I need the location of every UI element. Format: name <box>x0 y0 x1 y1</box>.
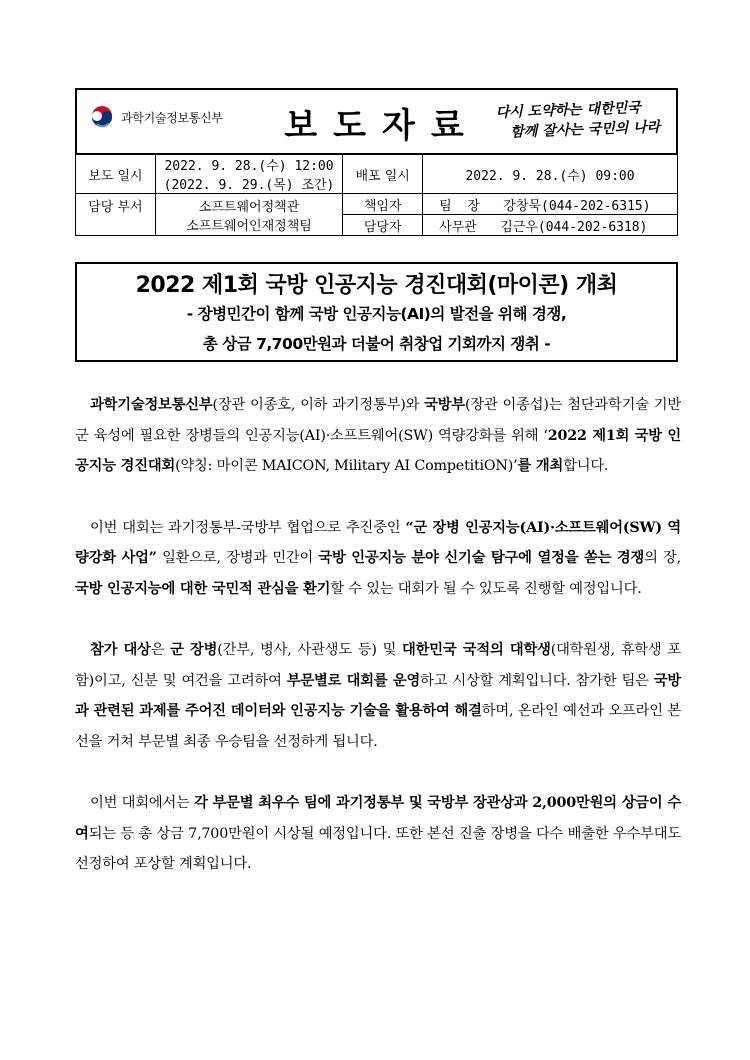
release-time-label: 보도 일시 <box>76 155 156 194</box>
emphasized-text: 국방과 관련된 과제를 주어진 데이터와 인공지능 기술을 활용하여 해결 <box>75 672 681 719</box>
ministry-name: 과학기술정보통신부 <box>121 110 223 125</box>
headline-title: 2022 제1회 국방 인공지능 경진대회(마이콘) 개최 <box>135 273 618 298</box>
headline-subtitle-2: 총 상금 7,700만원과 더불어 취창업 기회까지 쟁취 - <box>202 335 551 353</box>
emphasized-text: 대한민국 국적의 대학생 <box>402 642 551 658</box>
body-text: 합니다. <box>563 458 609 474</box>
body-text: (약칭: 마이콘 MAICON, Military AI CompetitiON)’ <box>175 458 518 474</box>
emphasized-text: 각 부문별 최우수 팀에 과기정통부 및 국방부 장관상과 2,000만원의 상금이 수여 <box>75 795 681 842</box>
body-text: 되는 등 총 상금 7,700만원이 시상될 예정입니다. 또한 본선 진출 장병을 다수 배출한 우수부대도 선정하여 포상할 계획입니다. <box>75 825 681 872</box>
body-text: 하며, 온라인 예선과 오프라인 본선을 거쳐 부문별 최종 우승팀을 선정하게 됩니다. <box>75 703 681 750</box>
staff-label: 담당자 <box>343 215 423 236</box>
department-label: 담당 부서 <box>76 194 156 236</box>
body-paragraph <box>75 635 681 757</box>
emphasized-text: 국방 인공지능 분야 신기술 탐구에 열정을 쏟는 경쟁 <box>318 550 645 566</box>
emphasized-text: 국방부 <box>424 397 465 413</box>
headline-subtitle-1: - 장병민간이 함께 국방 인공지능(AI)의 발전을 위해 경쟁, <box>186 305 567 323</box>
body-paragraph <box>75 788 681 880</box>
staff-value: 사무관 김근우(044-202-6318) <box>423 215 678 236</box>
department-line-2: 소프트웨어인재정책팀 <box>186 218 312 234</box>
emphasized-text: 부문별로 대회를 운영 <box>286 672 421 689</box>
manager-label: 책임자 <box>343 194 423 215</box>
body-text: 할 수 있는 대회가 될 수 있도록 진행할 예정입니다. <box>330 580 642 597</box>
body-text: (장관 이종호, 이하 과기정통부)와 <box>212 397 425 413</box>
government-slogan <box>495 97 666 143</box>
department-line-1: 소프트웨어정책관 <box>198 199 300 215</box>
body-text: (대학원생, 휴학생 포함)이고, 신분 및 여건을 고려하여 <box>75 642 681 689</box>
distribution-time-value: 2022. 9. 28.(수) 09:00 <box>423 155 678 194</box>
taegeuk-emblem-icon <box>89 104 115 130</box>
body-paragraph <box>75 513 681 605</box>
body-text: 은 <box>150 642 171 658</box>
press-release-title: 보도자료 <box>284 106 480 146</box>
release-time-line-2: (2022. 9. 29.(목) 조간) <box>163 178 335 193</box>
emphasized-text: “군 장병 인공지능(AI)·소프트웨어(SW) 역량강화 사업” <box>75 519 681 566</box>
body-text: (장관 이종섭)는 첨단과학기술 기반 군 육성에 필요한 장병들의 인공지능(AI)·소프트웨어(SW) 역량강화를 위해 ‘ <box>75 397 681 444</box>
press-release-header <box>75 88 678 154</box>
press-body <box>75 390 681 911</box>
emphasized-text: 참가 대상 <box>90 642 151 658</box>
slogan-line-2: 함께 잘사는 국민의 나라 <box>510 119 661 141</box>
body-text: 일환으로, 장병과 민간이 <box>156 550 319 566</box>
emphasized-text: 국방 인공지능에 대한 국민적 관심을 환기 <box>75 580 331 597</box>
department-value <box>155 194 343 236</box>
emphasized-text: 를 개최 <box>517 458 564 474</box>
body-text: 이번 대회는 과기정통부-국방부 협업으로 추진중인 <box>90 519 406 536</box>
emphasized-text: 과학기술정보통신부 <box>90 397 213 413</box>
body-text: 의 장, <box>644 550 681 566</box>
release-time-value <box>155 155 343 194</box>
release-time-line-1: 2022. 9. 28.(수) 12:00 <box>164 159 334 174</box>
body-paragraph <box>75 390 681 482</box>
emphasized-text: 2022 제1회 국방 인공지능 경진대회 <box>75 427 682 474</box>
distribution-time-label: 배포 일시 <box>343 155 423 194</box>
body-text: 이번 대회에서는 <box>90 795 195 811</box>
slogan-line-1: 다시 도약하는 대한민국 <box>495 99 641 121</box>
ministry-logo <box>89 104 223 130</box>
body-text: 하고 시상할 계획입니다. 참가한 팀은 <box>420 672 654 689</box>
headline-box <box>75 262 678 362</box>
release-info-table <box>75 154 678 236</box>
manager-value: 팀 장 강창묵(044-202-6315) <box>423 194 678 215</box>
emphasized-text: 군 장병 <box>170 642 218 658</box>
body-text: (간부, 병사, 사관생도 등) 및 <box>217 642 403 658</box>
